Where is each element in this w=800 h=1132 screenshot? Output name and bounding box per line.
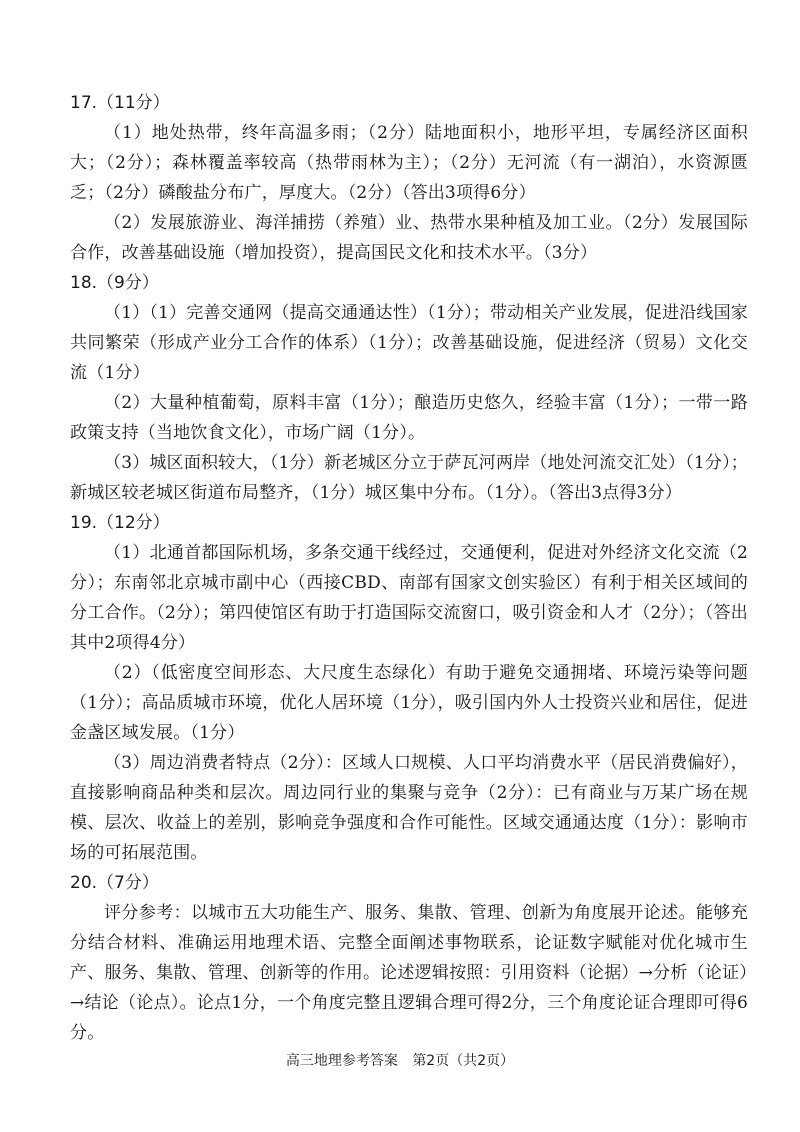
answer-paragraph: （1）地处热带，终年高温多雨；（2分）陆地面积小，地形平坦，专属经济区面积大；（2分）；森林覆盖率较高（热带雨林为主）；（2分）无河流（有一湖泊），水资源匮乏；（2分）磷酸盐分布广，厚度大。（2分）（答出3项得6分） (70, 123, 748, 203)
question-20 (70, 868, 748, 1048)
answer-paragraph: （1）北通首都国际机场，多条交通干线经过，交通便利，促进对外经济文化交流（2分）；东南邻北京城市副中心（西接CBD、南部有国家文创实验区）有利于相关区域间的分工合作。（2分）；第四使馆区有助于打造国际交流窗口，吸引资金和人才（2分）；（答出其中2项得4分） (70, 543, 748, 653)
answer-paragraph: （3）城区面积较大，（1分）新老城区分立于萨瓦河两岸（地处河流交汇处）（1分）；新城区较老城区街道布局整齐，（1分）城区集中分布。（1分）。（答出3点得3分） (70, 453, 748, 503)
page-footer (0, 1050, 800, 1070)
question-heading: 17.（11分） (70, 93, 170, 113)
footer-title: 高三地理参考答案 (285, 1053, 398, 1069)
answer-paragraph: （2）大量种植葡萄，原料丰富（1分）；酿造历史悠久，经验丰富（1分）；一带一路政策支持（当地饮食文化），市场广阔（1分）。 (70, 393, 748, 443)
question-17 (70, 88, 748, 268)
answer-paragraph: 评分参考：以城市五大功能生产、服务、集散、管理、创新为角度展开论述。能够充分结合材料、准确运用地理术语、完整全面阐述事物联系，论证数字赋能对优化城市生产、服务、集散、管理、创新等的作用。论述逻辑按照：引用资料（论据）→分析（论证）→结论（论点）。论点1分，一个角度完整且逻辑合理可得2分，三个角度论证合理即可得6分。 (70, 903, 748, 1043)
question-heading: 19.（12分） (70, 513, 170, 533)
answer-paragraph: （1）（1）完善交通网（提高交通通达性）（1分）；带动相关产业发展，促进沿线国家共同繁荣（形成产业分工合作的体系）（1分）；改善基础设施，促进经济（贸易）文化交流（1分） (70, 303, 748, 383)
answer-paragraph: （2）发展旅游业、海洋捕捞（养殖）业、热带水果种植及加工业。（2分）发展国际合作，改善基础设施（增加投资），提高国民文化和技术水平。（3分） (70, 213, 748, 263)
answer-paragraph: （3）周边消费者特点（2分）：区域人口规模、人口平均消费水平（居民消费偏好），直接影响商品种类和层次。周边同行业的集聚与竞争（2分）：已有商业与万某广场在规模、层次、收益上的差别，影响竞争强度和合作可能性。区域交通通达度（1分）：影响市场的可拓展范围。 (70, 753, 748, 863)
answer-page (70, 88, 748, 1048)
question-19 (70, 508, 748, 868)
question-heading: 18.（9分） (70, 273, 159, 293)
answer-paragraph: （2）（低密度空间形态、大尺度生态绿化）有助于避免交通拥堵、环境污染等问题（1分）；高品质城市环境，优化人居环境（1分），吸引国内外人士投资兴业和居住，促进金盏区域发展。（1分） (70, 663, 748, 743)
question-18 (70, 268, 748, 508)
question-heading: 20.（7分） (70, 873, 159, 893)
footer-page-number: 第2页（共2页） (412, 1053, 515, 1069)
